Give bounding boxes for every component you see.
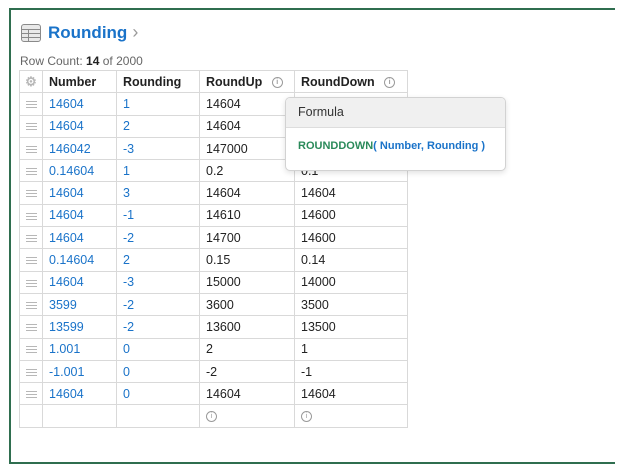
cell-number[interactable]: 14604 xyxy=(43,93,117,115)
table-row[interactable] xyxy=(20,204,408,226)
formula-close-paren: ) xyxy=(481,140,486,152)
column-header-rounddown[interactable] xyxy=(295,71,408,93)
row-handle-cell[interactable] xyxy=(20,383,43,405)
column-header-roundup[interactable] xyxy=(200,71,295,93)
cell-number[interactable]: 14604 xyxy=(43,204,117,226)
column-header-label: RoundDown xyxy=(301,74,375,89)
cell-rounding[interactable]: -2 xyxy=(117,227,200,249)
row-handle-cell[interactable] xyxy=(20,316,43,338)
footer-row xyxy=(20,405,408,427)
drag-handle-icon[interactable] xyxy=(26,123,37,124)
footer-cell xyxy=(43,405,117,427)
cell-roundup[interactable]: 14604 xyxy=(200,115,295,137)
drag-handle-icon[interactable] xyxy=(26,346,37,347)
cell-rounddown[interactable]: -1 xyxy=(295,360,408,382)
cell-rounddown[interactable]: 14600 xyxy=(295,204,408,226)
cell-number[interactable]: -1.001 xyxy=(43,360,117,382)
cell-rounddown[interactable]: 14000 xyxy=(295,271,408,293)
row-handle-cell[interactable] xyxy=(20,93,43,115)
table-row[interactable] xyxy=(20,316,408,338)
info-icon[interactable]: i xyxy=(272,77,283,88)
cell-rounding[interactable]: 0 xyxy=(117,360,200,382)
formula-expression xyxy=(286,128,505,164)
formula-function-name: ROUNDDOWN xyxy=(298,140,374,152)
footer-cell-rounddown[interactable] xyxy=(295,405,408,427)
table-title-link[interactable]: Rounding xyxy=(48,22,128,42)
cell-rounding[interactable]: 0 xyxy=(117,383,200,405)
drag-handle-icon[interactable] xyxy=(26,369,37,370)
drag-handle-icon[interactable] xyxy=(26,213,37,214)
cell-rounddown[interactable]: 3500 xyxy=(295,293,408,315)
drag-handle-icon[interactable] xyxy=(26,257,37,258)
cell-number[interactable]: 146042 xyxy=(43,137,117,159)
info-icon[interactable]: i xyxy=(206,411,217,422)
cell-roundup[interactable]: 14610 xyxy=(200,204,295,226)
cell-rounddown[interactable]: 14604 xyxy=(295,182,408,204)
row-count-total: 2000 xyxy=(116,54,143,68)
cell-rounding[interactable]: -3 xyxy=(117,137,200,159)
column-header-number[interactable] xyxy=(43,71,117,93)
cell-roundup[interactable]: 14604 xyxy=(200,182,295,204)
cell-roundup[interactable]: -2 xyxy=(200,360,295,382)
table-row[interactable] xyxy=(20,360,408,382)
formula-open-paren: ( xyxy=(373,140,377,152)
cell-roundup[interactable]: 14604 xyxy=(200,383,295,405)
cell-roundup[interactable]: 147000 xyxy=(200,137,295,159)
cell-number[interactable]: 14604 xyxy=(43,227,117,249)
gear-icon[interactable]: ⚙ xyxy=(25,73,37,89)
cell-number[interactable]: 14604 xyxy=(43,182,117,204)
cell-number[interactable]: 1.001 xyxy=(43,338,117,360)
row-handle-cell[interactable] xyxy=(20,338,43,360)
row-handle-cell[interactable] xyxy=(20,227,43,249)
cell-number[interactable]: 0.14604 xyxy=(43,160,117,182)
column-header-label: Number xyxy=(49,74,97,89)
row-count-label: Row Count: xyxy=(20,54,83,68)
row-handle-cell[interactable] xyxy=(20,204,43,226)
cell-rounding[interactable]: 3 xyxy=(117,182,200,204)
drag-handle-icon[interactable] xyxy=(26,391,37,392)
cell-rounding[interactable]: -1 xyxy=(117,204,200,226)
cell-number[interactable]: 14604 xyxy=(43,115,117,137)
cell-rounddown[interactable]: 1 xyxy=(295,338,408,360)
cell-roundup[interactable]: 13600 xyxy=(200,316,295,338)
cell-roundup[interactable]: 0.2 xyxy=(200,160,295,182)
table-row[interactable] xyxy=(20,383,408,405)
row-handle-cell[interactable] xyxy=(20,271,43,293)
drag-handle-icon[interactable] xyxy=(26,324,37,325)
row-count-of: of xyxy=(102,54,113,68)
drag-handle-icon[interactable] xyxy=(26,168,37,169)
cell-roundup[interactable]: 14604 xyxy=(200,93,295,115)
row-handle-cell[interactable] xyxy=(20,249,43,271)
drag-handle-icon[interactable] xyxy=(26,302,37,303)
cell-roundup[interactable]: 0.15 xyxy=(200,249,295,271)
settings-cell[interactable] xyxy=(20,71,43,93)
row-handle-cell[interactable] xyxy=(20,182,43,204)
column-header-rounding[interactable] xyxy=(117,71,200,93)
table-row[interactable] xyxy=(20,271,408,293)
cell-rounddown[interactable]: 0.14 xyxy=(295,249,408,271)
drag-handle-icon[interactable] xyxy=(26,280,37,281)
column-header-label: RoundUp xyxy=(206,74,263,89)
info-icon[interactable]: i xyxy=(301,411,312,422)
cell-rounddown[interactable]: 14604 xyxy=(295,383,408,405)
formula-arg-number[interactable]: Number xyxy=(379,140,421,152)
formula-arg-rounding[interactable]: Rounding xyxy=(427,140,479,152)
cell-rounding[interactable]: -2 xyxy=(117,293,200,315)
table-row[interactable] xyxy=(20,338,408,360)
table-icon xyxy=(21,24,41,42)
header xyxy=(21,22,138,43)
formula-popover xyxy=(285,97,506,171)
cell-rounding[interactable]: 1 xyxy=(117,160,200,182)
table-row[interactable] xyxy=(20,293,408,315)
cell-number[interactable]: 13599 xyxy=(43,316,117,338)
drag-handle-icon[interactable] xyxy=(26,101,37,102)
footer-cell xyxy=(117,405,200,427)
row-handle-cell[interactable] xyxy=(20,360,43,382)
row-handle-cell[interactable] xyxy=(20,137,43,159)
footer-cell xyxy=(20,405,43,427)
cell-roundup[interactable]: 15000 xyxy=(200,271,295,293)
column-header-label: Rounding xyxy=(123,74,182,89)
drag-handle-icon[interactable] xyxy=(26,190,37,191)
row-handle-cell[interactable] xyxy=(20,115,43,137)
formula-comma: , xyxy=(420,140,424,152)
cell-number[interactable]: 14604 xyxy=(43,271,117,293)
cell-rounding[interactable]: 0 xyxy=(117,338,200,360)
formula-popover-title: Formula xyxy=(286,98,505,128)
cell-roundup[interactable]: 2 xyxy=(200,338,295,360)
cell-rounding[interactable]: -3 xyxy=(117,271,200,293)
row-handle-cell[interactable] xyxy=(20,160,43,182)
footer-cell-roundup[interactable] xyxy=(200,405,295,427)
table-row[interactable] xyxy=(20,249,408,271)
cell-rounding[interactable]: -2 xyxy=(117,316,200,338)
drag-handle-icon[interactable] xyxy=(26,235,37,236)
row-count-value: 14 xyxy=(86,54,100,68)
drag-handle-icon[interactable] xyxy=(26,146,37,147)
cell-number[interactable]: 0.14604 xyxy=(43,249,117,271)
chevron-right-icon[interactable]: › xyxy=(132,22,139,42)
cell-rounding[interactable]: 1 xyxy=(117,93,200,115)
cell-number[interactable]: 3599 xyxy=(43,293,117,315)
info-icon[interactable]: i xyxy=(384,77,395,88)
table-row[interactable] xyxy=(20,182,408,204)
cell-rounddown[interactable]: 13500 xyxy=(295,316,408,338)
row-handle-cell[interactable] xyxy=(20,293,43,315)
cell-rounding[interactable]: 2 xyxy=(117,115,200,137)
cell-rounding[interactable]: 2 xyxy=(117,249,200,271)
cell-rounddown[interactable]: 14600 xyxy=(295,227,408,249)
row-count xyxy=(20,54,143,68)
cell-number[interactable]: 14604 xyxy=(43,383,117,405)
table-row[interactable] xyxy=(20,227,408,249)
cell-roundup[interactable]: 14700 xyxy=(200,227,295,249)
cell-roundup[interactable]: 3600 xyxy=(200,293,295,315)
header-row xyxy=(20,71,408,93)
